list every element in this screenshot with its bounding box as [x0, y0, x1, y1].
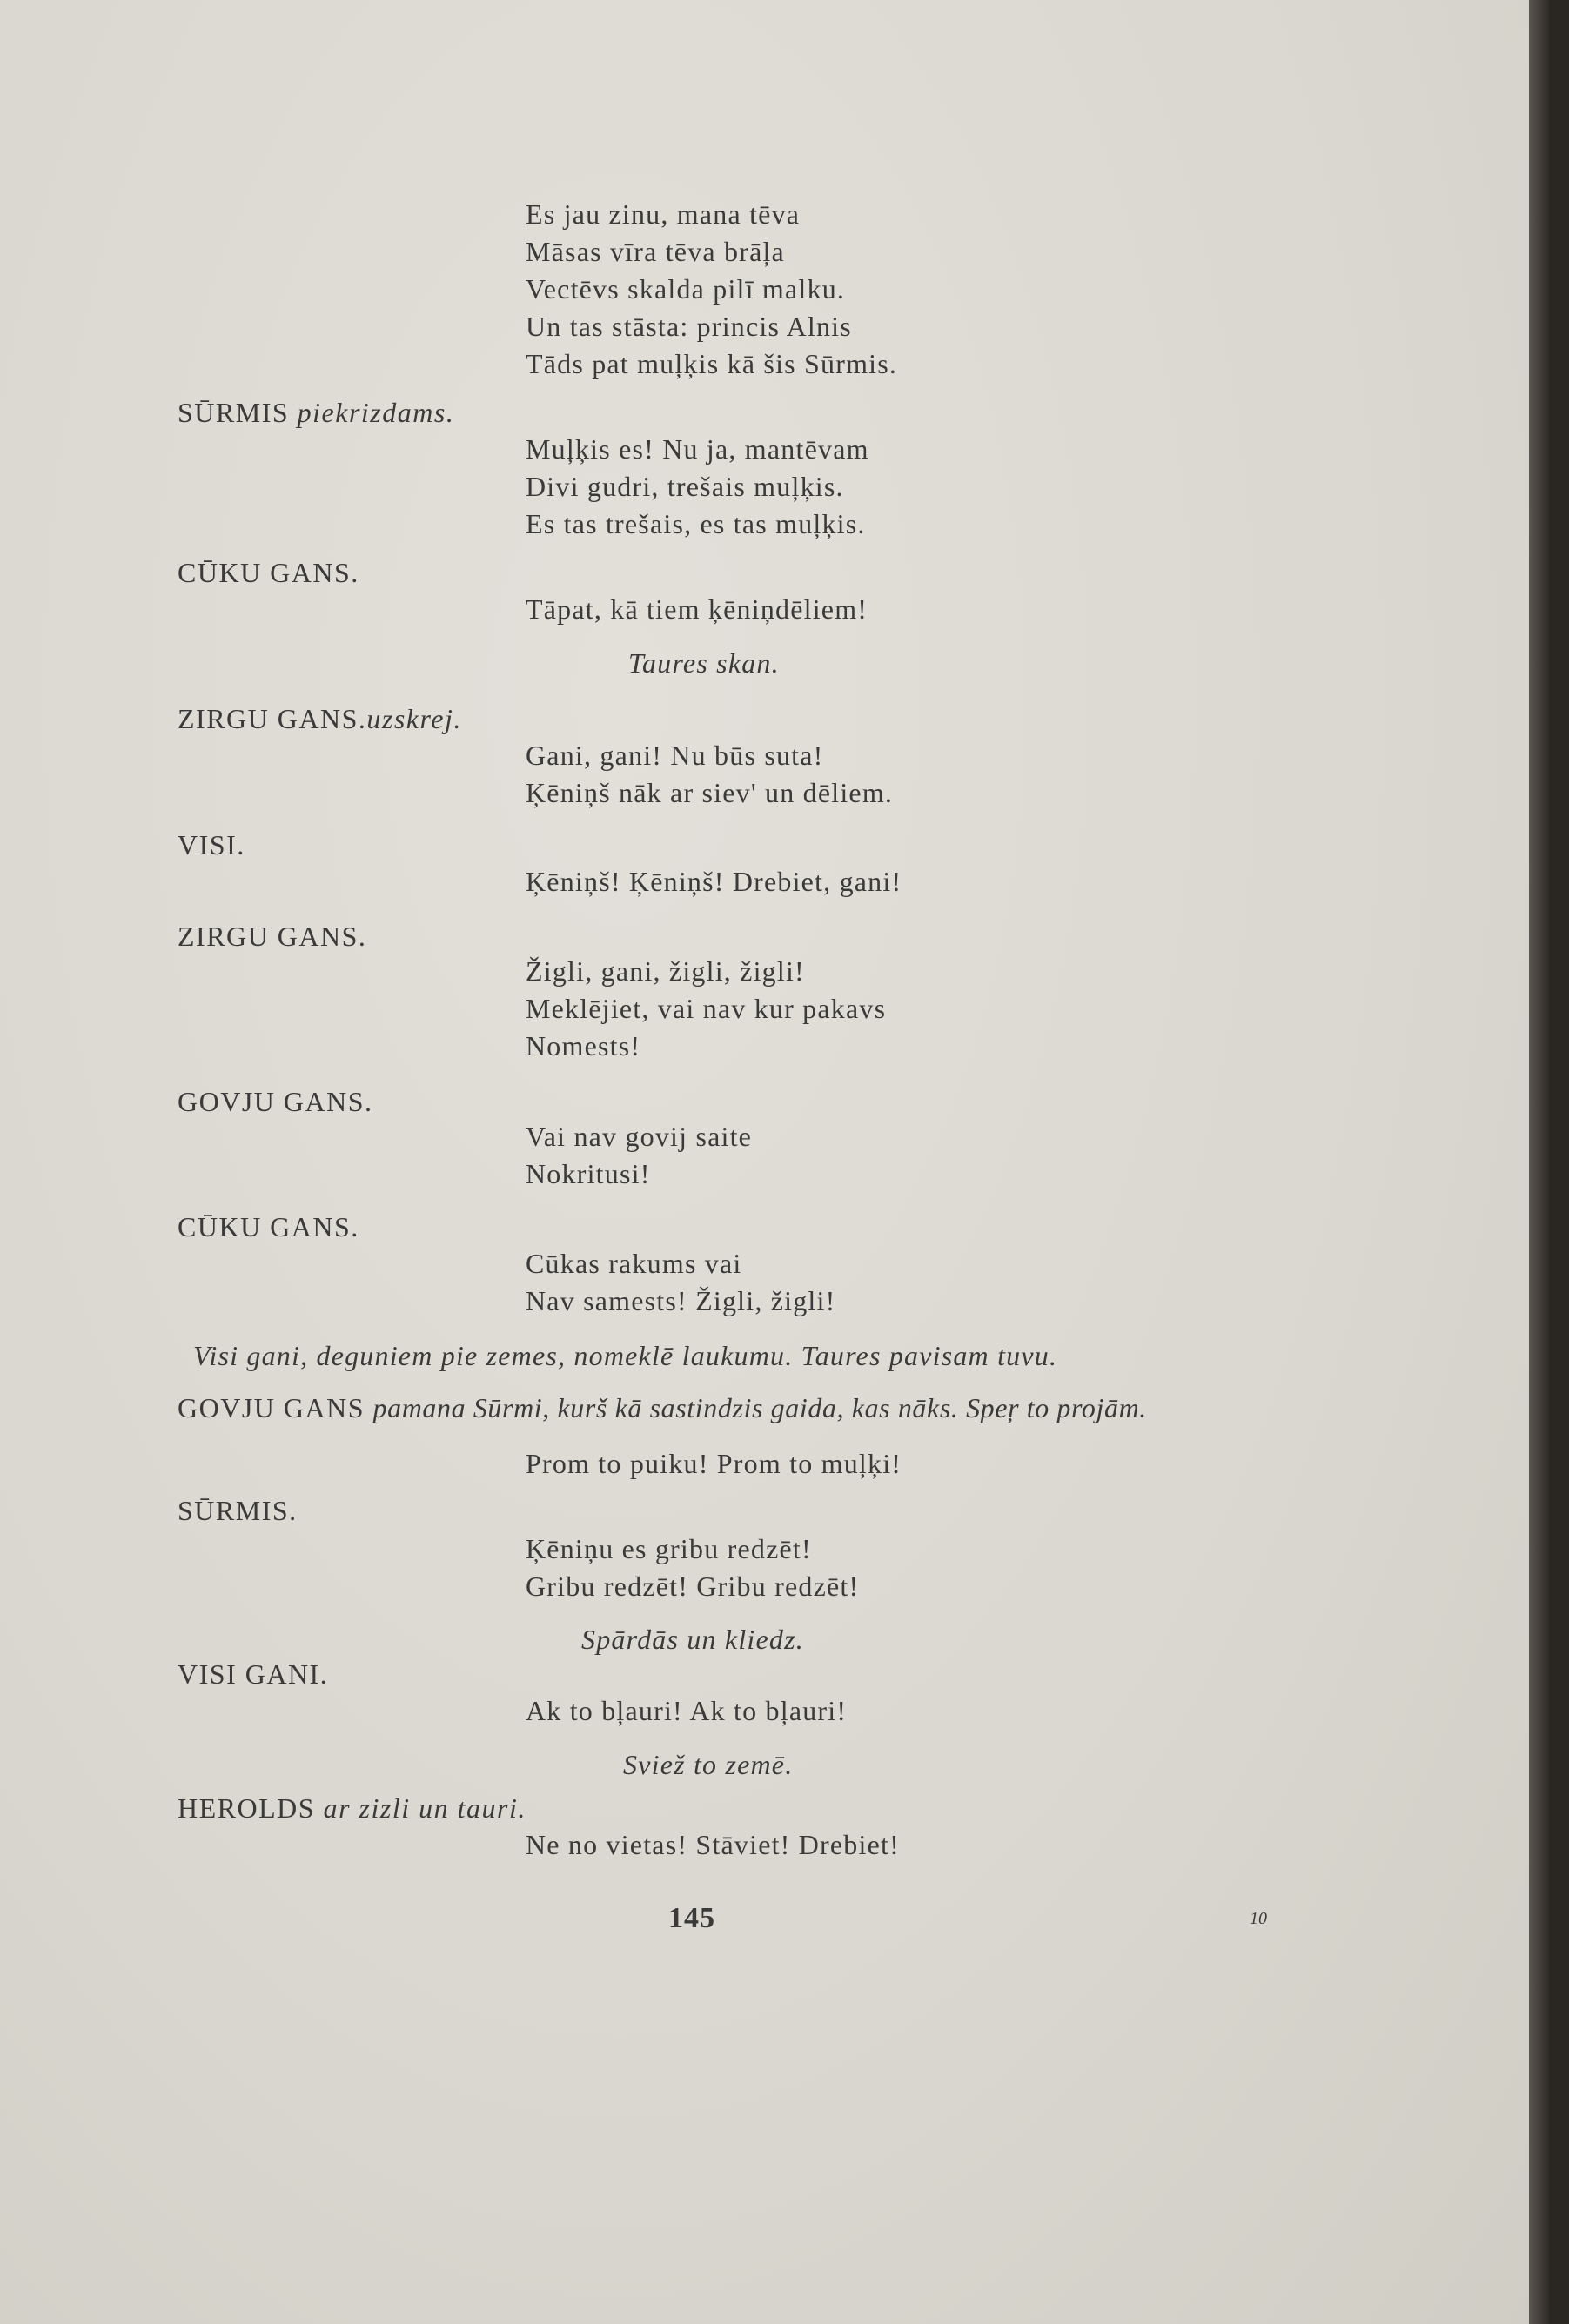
- verse-line: Nomests!: [526, 1030, 641, 1062]
- speaker-label: CŪKU GANS.: [178, 557, 359, 588]
- speaker-label: ZIRGU GANS.uzskrej.: [178, 703, 462, 734]
- speaker-label: SŪRMIS.: [178, 1495, 298, 1526]
- verse-line: Vectēvs skalda pilī malku.: [526, 273, 846, 305]
- verse-line: Nav samests! Žigli, žigli!: [526, 1285, 836, 1316]
- verse-line: Es tas trešais, es tas muļķis.: [526, 508, 866, 539]
- verse-line: Ķēniņš! Ķēniņš! Drebiet, gani!: [526, 866, 902, 897]
- stage-direction: ar zizli un tauri.: [323, 1792, 526, 1824]
- stage-direction: Visi gani, deguniem pie zemes, nomeklē laukumu. Taures pavisam tuvu.: [193, 1340, 1058, 1371]
- verse-line: Es jau zinu, mana tēva: [526, 198, 801, 230]
- speaker-label: [178, 1394, 1147, 1422]
- verse-line: Un tas stāsta: princis Alnis: [526, 311, 852, 342]
- stage-direction: Spārdās un kliedz.: [581, 1624, 804, 1655]
- stage-direction: Sviež to zemē.: [623, 1749, 794, 1780]
- speaker-label: [178, 398, 454, 426]
- speaker-label: ZIRGU GANS.: [178, 921, 367, 952]
- verse-line: Māsas vīra tēva brāļa: [526, 236, 785, 267]
- speaker-name: HEROLDS: [178, 1792, 316, 1824]
- stage-direction: pamana Sūrmi, kurš kā sastindzis gaida, kas nāks. Speŗ to projām.: [372, 1392, 1147, 1423]
- verse-line: Cūkas rakums vai: [526, 1248, 742, 1279]
- verse-line: Tāpat, kā tiem ķēniņdēliem!: [526, 593, 868, 625]
- verse-line: Gani, gani! Nu būs suta!: [526, 740, 824, 771]
- verse-line: Prom to puiku! Prom to muļķi!: [526, 1448, 902, 1479]
- verse-line: Žigli, gani, žigli, žigli!: [526, 955, 805, 987]
- speaker-label: GOVJU GANS.: [178, 1086, 373, 1117]
- verse-line: Divi gudri, trešais muļķis.: [526, 471, 844, 502]
- verse-line: Ķēniņš nāk ar siev' un dēliem.: [526, 777, 894, 808]
- speaker-label: VISI GANI.: [178, 1658, 329, 1690]
- verse-line: Vai nav govij saite: [526, 1121, 753, 1152]
- verse-line: Nokritusi!: [526, 1158, 651, 1189]
- verse-line: Ne no vietas! Stāviet! Drebiet!: [526, 1829, 900, 1860]
- speaker-label: [178, 1794, 526, 1822]
- speaker-label: CŪKU GANS.: [178, 1211, 359, 1242]
- speaker-name: ZIRGU GANS: [178, 703, 359, 734]
- verse-line: Meklējiet, vai nav kur pakavs: [526, 993, 887, 1024]
- verse-line: Ak to bļauri! Ak to bļauri!: [526, 1695, 848, 1726]
- page-number: 145: [668, 1902, 715, 1934]
- stage-direction: uzskrej.: [366, 703, 462, 734]
- verse-line: Tāds pat muļķis kā šis Sūrmis.: [526, 348, 898, 379]
- speaker-name: SŪRMIS: [178, 397, 290, 428]
- verse-line: Gribu redzēt! Gribu redzēt!: [526, 1571, 860, 1602]
- speaker-label: VISI.: [178, 829, 245, 861]
- verse-line: Ķēniņu es gribu redzēt!: [526, 1533, 812, 1564]
- signature-mark: 10: [1250, 1909, 1267, 1928]
- speaker-name: GOVJU GANS: [178, 1392, 365, 1423]
- stage-direction: piekrizdams.: [297, 397, 455, 428]
- stage-direction: Taures skan.: [628, 647, 780, 679]
- page-binding-edge: [1529, 0, 1549, 2324]
- verse-line: Muļķis es! Nu ja, mantēvam: [526, 433, 869, 465]
